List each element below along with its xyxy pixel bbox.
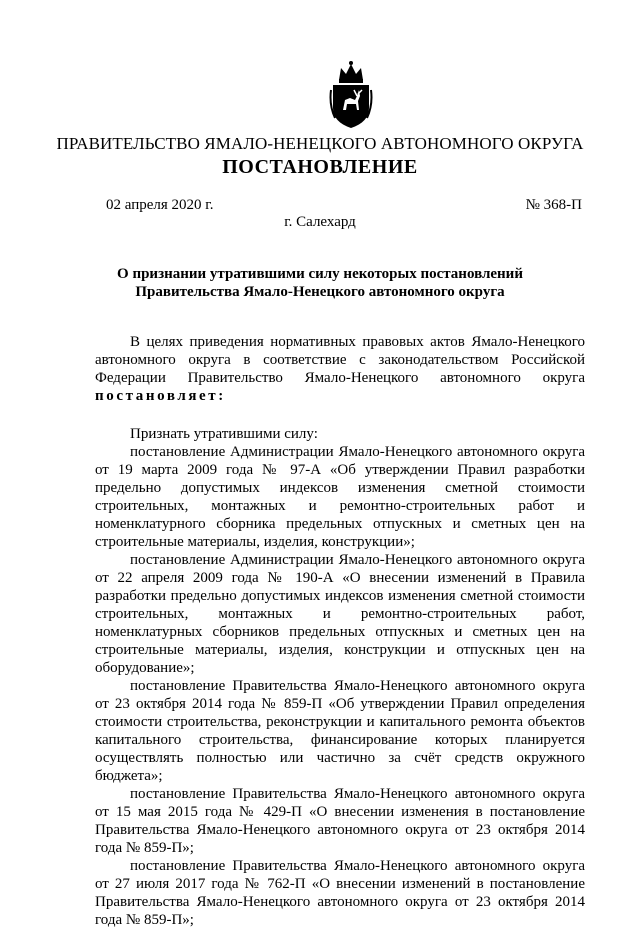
document-city: г. Салехард: [284, 214, 356, 230]
preamble-text: В целях приведения нормативных правовых актов Ямало-Ненецкого автономного округа в соответствие с законодательством Российской Федерации Правительство Ямало-Ненецкого автономного округа: [95, 334, 585, 386]
coat-of-arms-icon: [329, 60, 373, 130]
title-line-1: О признании утратившими силу некоторых постановлений: [117, 266, 523, 282]
document-number: № 368-П: [525, 197, 582, 213]
organization-name: ПРАВИТЕЛЬСТВО ЯМАЛО-НЕНЕЦКОГО АВТОНОМНОГО ОКРУГА: [56, 134, 584, 153]
document-date: 02 апреля 2020 г.: [106, 197, 214, 213]
intro-paragraph: Признать утратившими силу:: [130, 426, 318, 442]
title-line-2: Правительства Ямало-Ненецкого автономного округа: [135, 284, 505, 300]
repealed-item: постановление Правительства Ямало-Ненецкого автономного округа от 27 июля 2017 года № 762-П «О внесении изменений в постановление Правительства Ямало-Ненецкого автономного округа от 23 октября 2014 года № 859-П»;: [95, 858, 585, 928]
document-body: [95, 333, 585, 929]
repealed-item: постановление Правительства Ямало-Ненецкого автономного округа от 15 мая 2015 года № 429-П «О внесении изменения в постановление Правительства Ямало-Ненецкого автономного округа от 23 октября 2014 года № 859-П»;: [95, 786, 585, 856]
repealed-item: постановление Администрации Ямало-Ненецкого автономного округа от 22 апреля 2009 года № 190-А «О внесении изменений в Правила разработки предельно допустимых индексов изменения сметной стоимости строительных, монтажных и ремонтно-строительных работ, номенклатурных сборников предельных отпускных и сметных цен на строительные материалы, изделия, конструкции и отпускных цен на оборудование»;: [95, 552, 585, 676]
document-type: ПОСТАНОВЛЕНИЕ: [222, 156, 418, 178]
decides-word: постановляет:: [95, 388, 226, 404]
document-title: [80, 265, 560, 301]
preamble-paragraph: [95, 333, 585, 405]
repealed-item: постановление Правительства Ямало-Ненецкого автономного округа от 23 октября 2014 года № 859-П «Об утверждении Правил определения стоимости строительства, реконструкции и капитального ремонта объектов капитального строительства, финансирование которых планируется осуществлять полностью или частично за счёт средств окружного бюджета»;: [95, 678, 585, 784]
repealed-item: постановление Администрации Ямало-Ненецкого автономного округа от 19 марта 2009 года № 97-А «Об утверждении Правил разработки предельно допустимых индексов изменения сметной стоимости строительных, монтажных и ремонтно-строительных работ и номенклатурного сборника предельных отпускных и сметных цен на строительные материалы, изделия, конструкции»;: [95, 444, 585, 550]
